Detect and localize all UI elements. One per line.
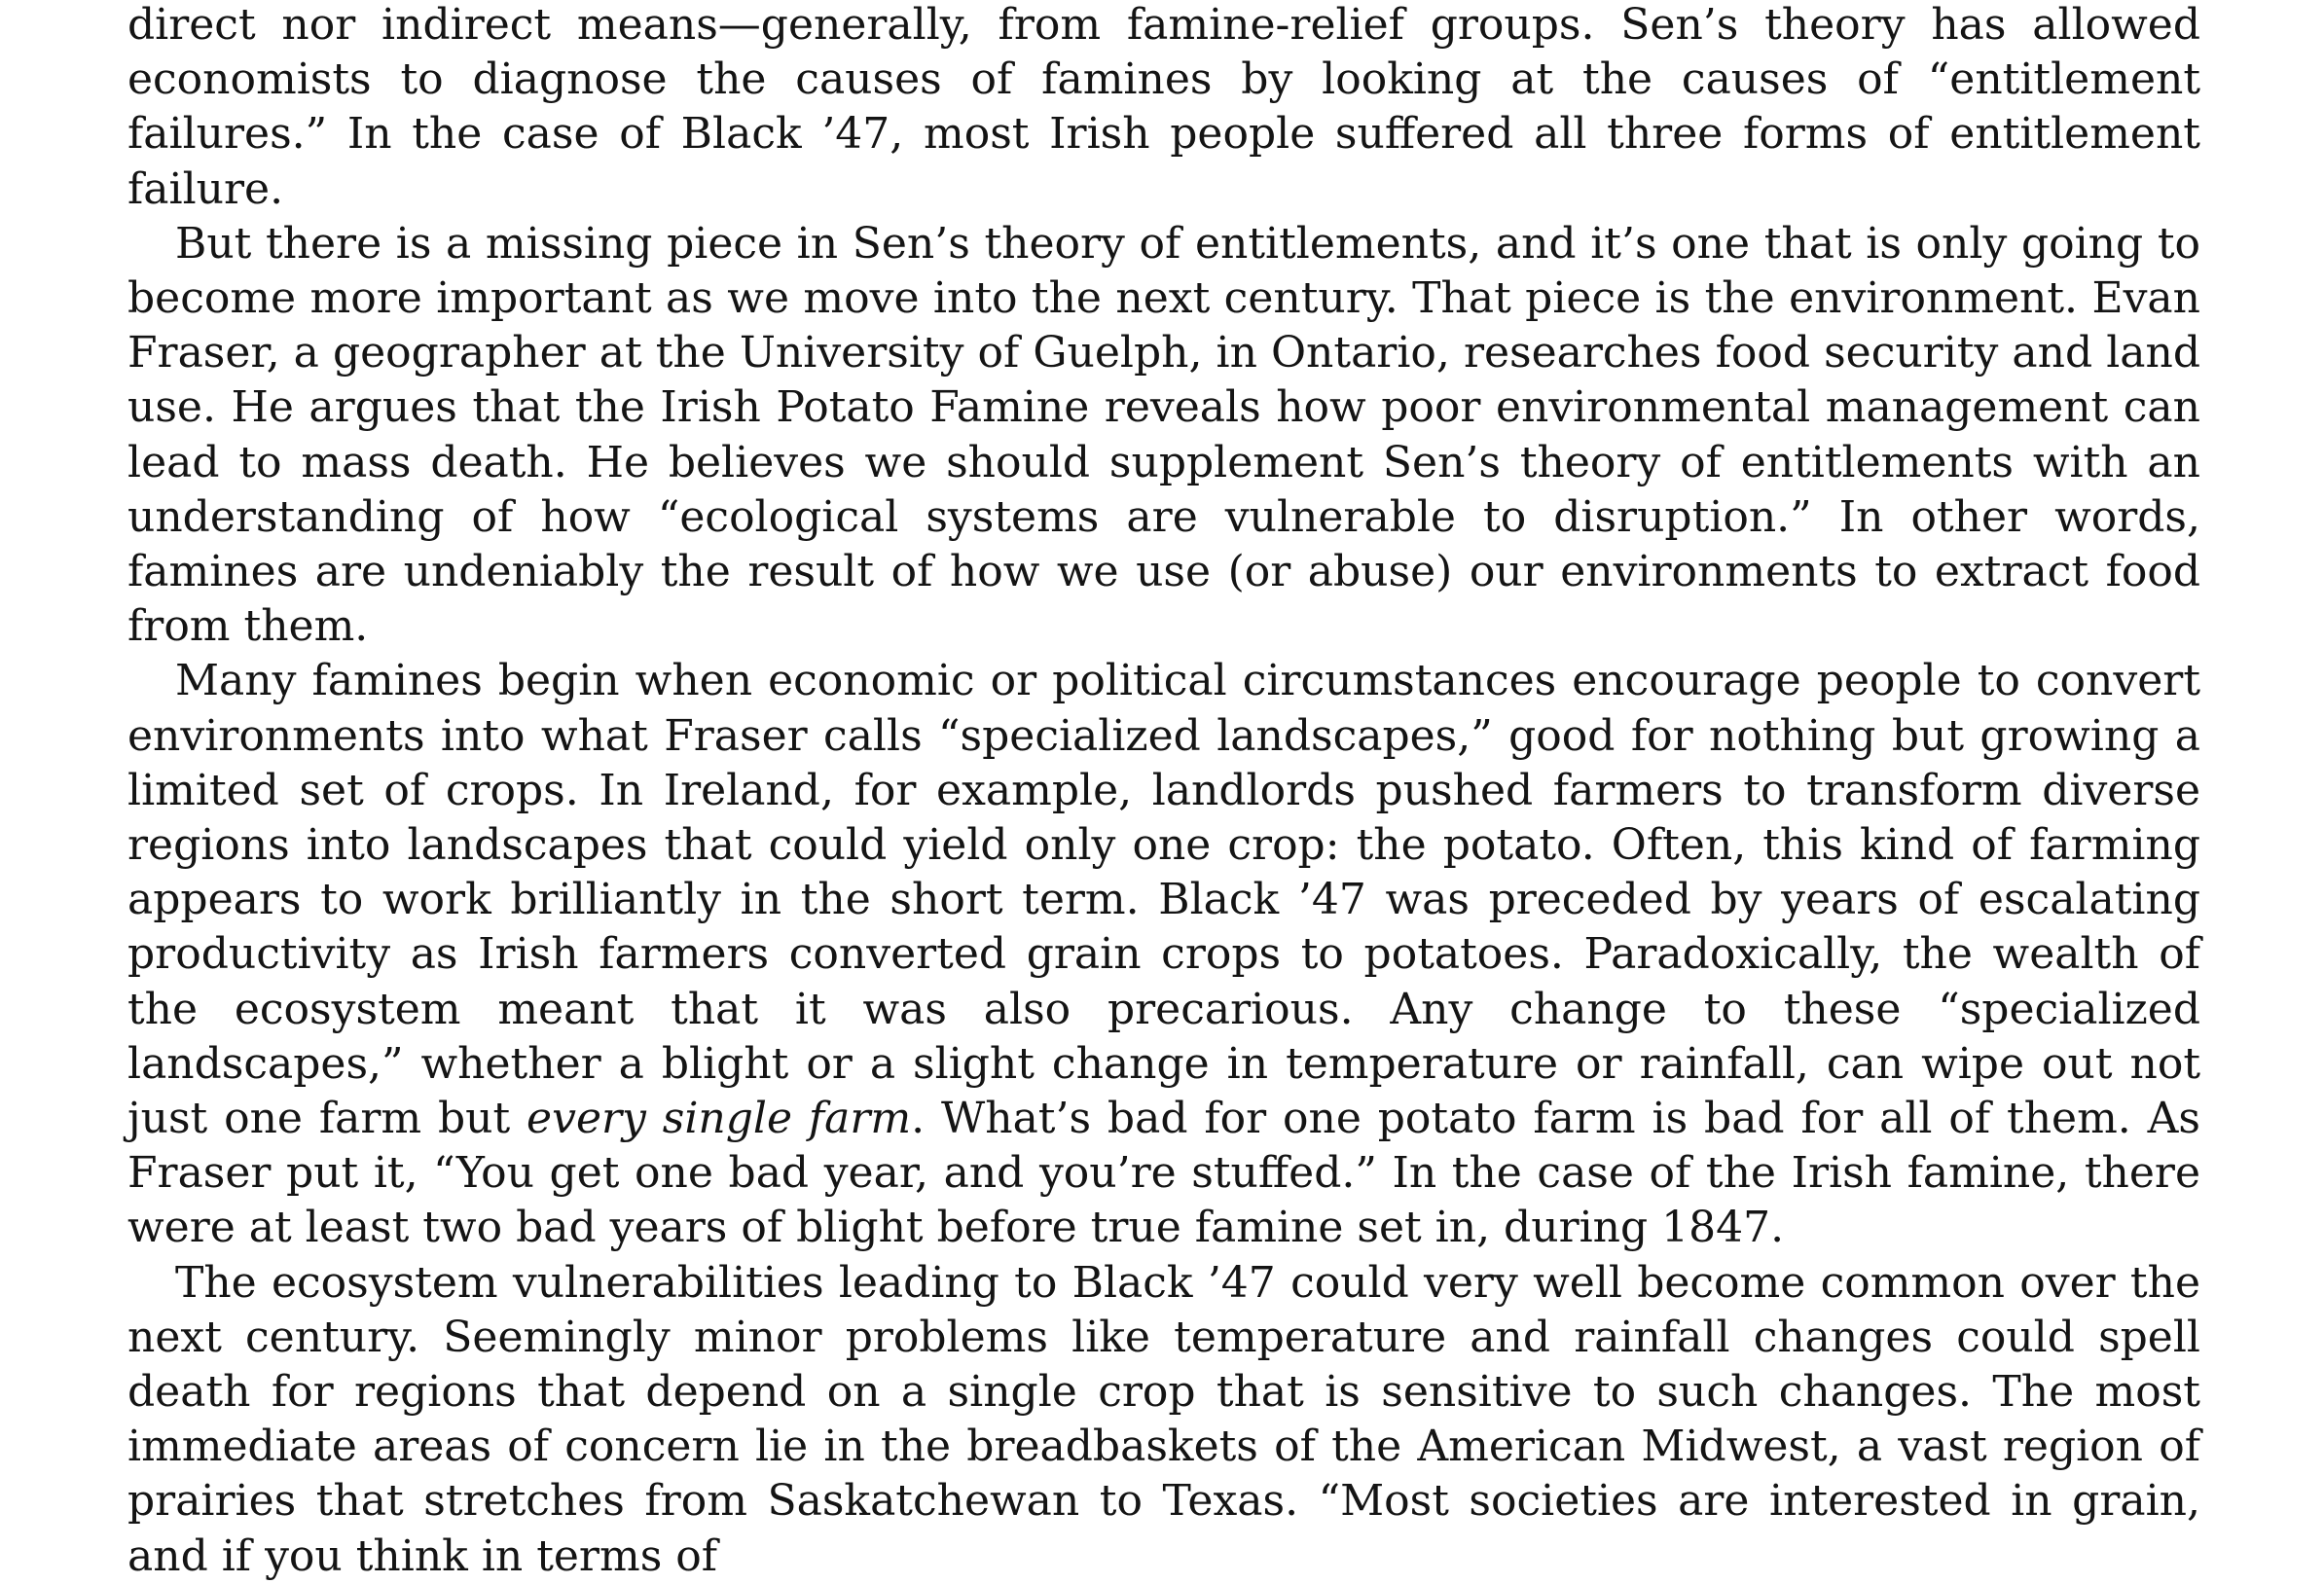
paragraph-3-text-a: Many famines begin when economic or political circumstances encourage people to convert environments into what Fraser calls “specialized landscapes,” good for nothing but growing a limited set of crops. In Ireland, for example, landlords pushed farmers to transform diverse regions into landscapes that could yield only one crop: the potato. Often, this kind of farming appears to work brilliantly in the short term. Black ’47 was preceded by years of escalating productivity as Irish farmers converted grain crops to potatoes. Paradoxically, the wealth of the ecosystem meant that it was also precarious. Any change to these “specialized landscapes,” whether a blight or a slight change in temperature or rainfall, can wipe out not just one farm but	[127, 656, 2200, 1144]
paragraph-4	[127, 1256, 2200, 1584]
paragraph-2-text: But there is a missing piece in Sen’s theory of entitlements, and it’s one that is only going to become more important as we move into the next century. That piece is the environment. Evan Fraser, a geographer at the University of Guelph, in Ontario, researches food security and land use. He argues that the Irish Potato Famine reveals how poor environmental management can lead to mass death. He believes we should supplement Sen’s theory of entitlements with an understanding of how “ecological systems are vulnerable to disruption.” In other words, famines are undeniably the result of how we use (or abuse) our environments to extract food from them.	[127, 218, 2200, 652]
paragraph-3	[127, 654, 2200, 1255]
document-page	[127, 0, 2200, 1584]
paragraph-2	[127, 217, 2200, 655]
paragraph-1	[127, 0, 2200, 217]
paragraph-3-text-b: . What’s bad for one potato farm is bad for all of them. As Fraser put it, “You get one bad year, and you’re stuffed.” In the case of the Irish famine, there were at least two bad years of blight before true famine set in, during 1847.	[127, 1094, 2201, 1253]
paragraph-3-emphasis: every single farm	[527, 1094, 912, 1144]
paragraph-1-text: direct nor indirect means—generally, from famine-relief groups. Sen’s theory has allowed economists to diagnose the causes of famines by looking at the causes of “entitlement failures.” In the case of Black ’47, most Irish people suffered all three forms of entitlement failure.	[127, 0, 2200, 214]
paragraph-4-text: The ecosystem vulnerabilities leading to Black ’47 could very well become common over the next century. Seemingly minor problems like temperature and rainfall changes could spell death for regions that depend on a single crop that is sensitive to such changes. The most immediate areas of concern lie in the breadbaskets of the American Midwest, a vast region of prairies that stretches from Saskatchewan to Texas. “Most societies are interested in grain, and if you think in terms of	[127, 1257, 2200, 1581]
